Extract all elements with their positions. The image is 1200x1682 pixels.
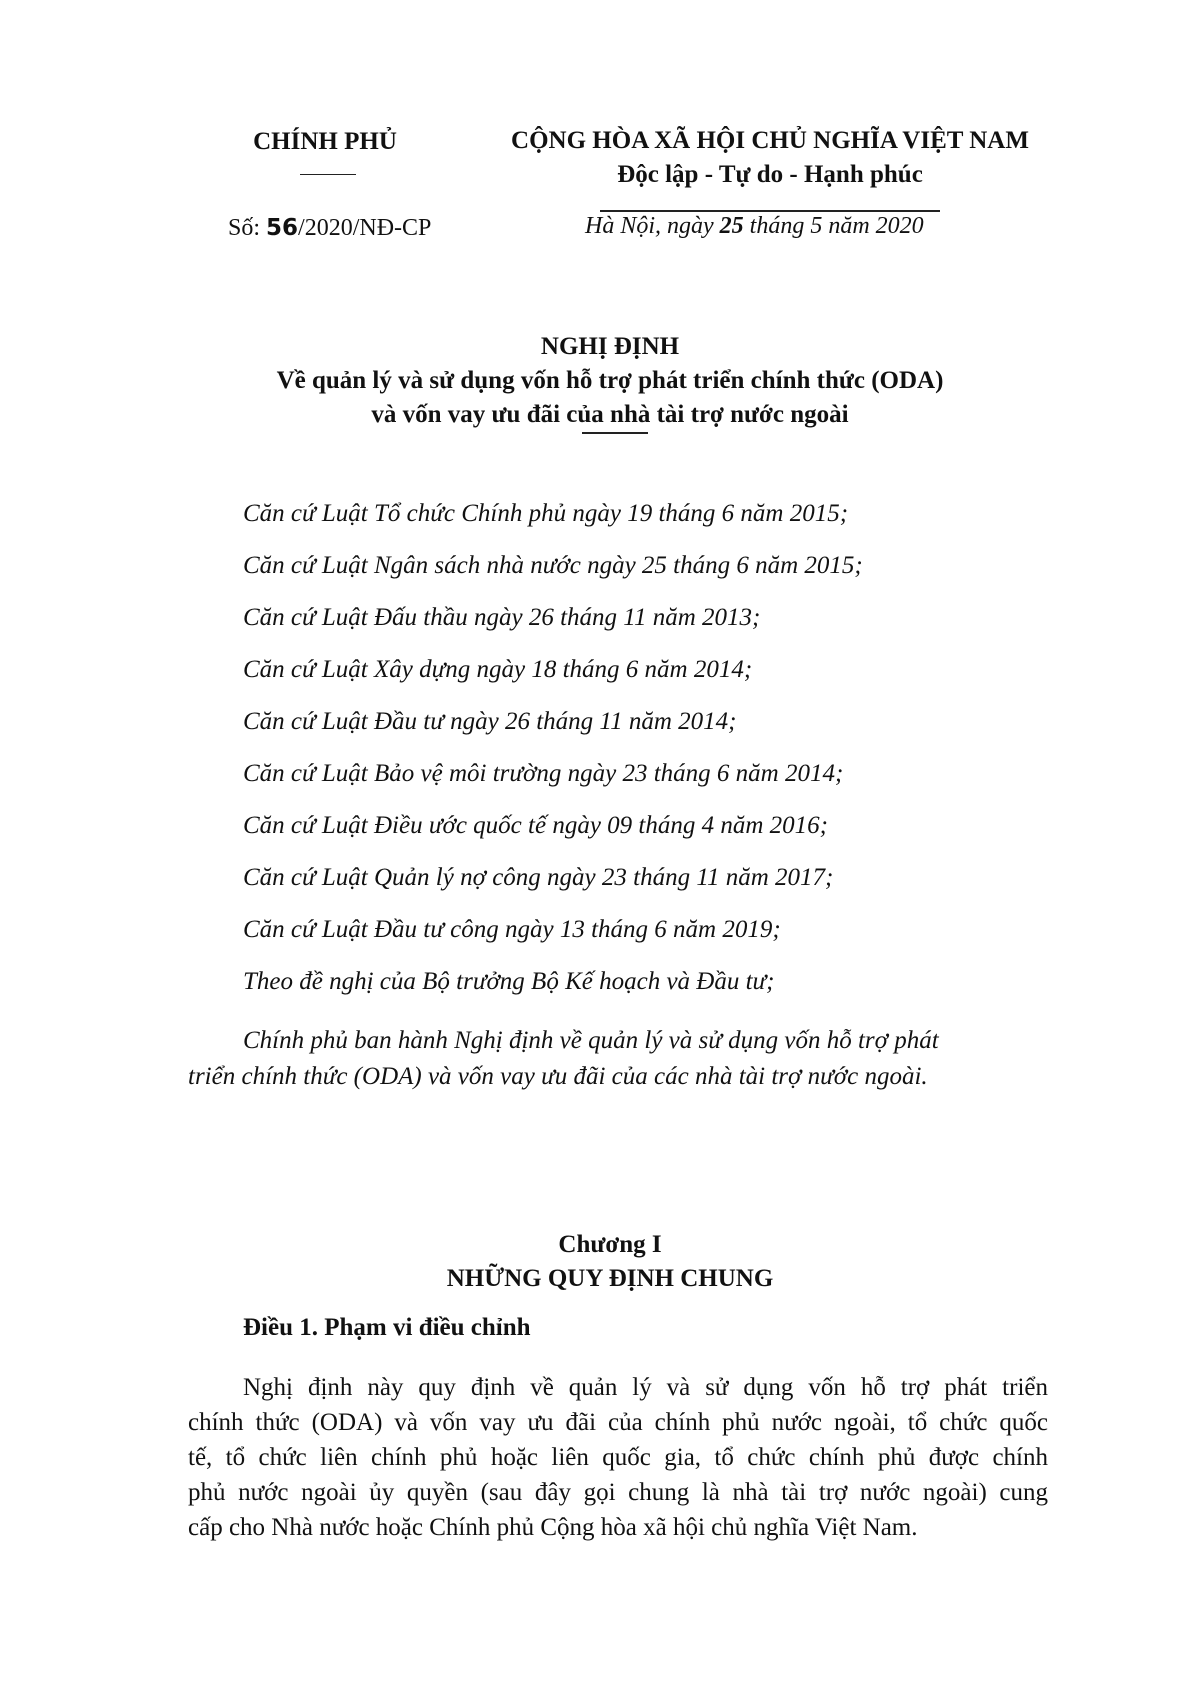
document-type: NGHỊ ĐỊNH: [540, 333, 680, 360]
chapter-number: Chương I: [558, 1231, 662, 1258]
decree-line-2: triển chính thức (ODA) và vốn vay ưu đãi của các nhà tài trợ nước ngoài.: [188, 1063, 928, 1090]
date-suffix: tháng 5 năm 2020: [743, 213, 924, 239]
date-day: 25: [719, 213, 744, 239]
document-number: [228, 215, 431, 242]
legal-basis-item: Căn cứ Luật Tổ chức Chính phủ ngày 19 tháng 6 năm 2015;: [243, 500, 849, 527]
article-heading: Điều 1. Phạm vi điều chỉnh: [243, 1314, 531, 1341]
legal-basis-item: Căn cứ Luật Đầu tư ngày 26 tháng 11 năm 2014;: [243, 708, 737, 735]
article-line: Nghị định này quy định về quản lý và sử dụng vốn hỗ trợ phát triển: [243, 1374, 1048, 1401]
national-motto: Độc lập - Tự do - Hạnh phúc: [617, 161, 923, 188]
legal-basis-item: Căn cứ Luật Điều ước quốc tế ngày 09 tháng 4 năm 2016;: [243, 812, 828, 839]
legal-basis-item: Căn cứ Luật Đầu tư công ngày 13 tháng 6 năm 2019;: [243, 916, 781, 943]
legal-basis-item: Căn cứ Luật Quản lý nợ công ngày 23 tháng 11 năm 2017;: [243, 864, 834, 891]
number-prefix: Số:: [228, 215, 267, 241]
legal-basis-item: Căn cứ Luật Bảo vệ môi trường ngày 23 tháng 6 năm 2014;: [243, 760, 844, 787]
proposal-basis: Theo đề nghị của Bộ trưởng Bộ Kế hoạch và Đầu tư;: [243, 968, 775, 995]
article-line: chính thức (ODA) và vốn vay ưu đãi của chính phủ nước ngoài, tổ chức quốc: [188, 1409, 1048, 1436]
issuing-agency: CHÍNH PHỦ: [253, 128, 397, 155]
national-header: [490, 124, 1050, 192]
title-line-1: Về quản lý và sử dụng vốn hỗ trợ phát triển chính thức (ODA): [276, 367, 944, 394]
issue-date: [585, 213, 924, 240]
legal-basis-item: Căn cứ Luật Ngân sách nhà nước ngày 25 tháng 6 năm 2015;: [243, 552, 863, 579]
article-body: [188, 1370, 1048, 1545]
chapter-name: NHỮNG QUY ĐỊNH CHUNG: [446, 1265, 774, 1292]
decree-line-1: Chính phủ ban hành Nghị định về quản lý và sử dụng vốn hỗ trợ phát: [243, 1027, 939, 1054]
legal-basis-item: Căn cứ Luật Đấu thầu ngày 26 tháng 11 năm 2013;: [243, 604, 761, 631]
country-name: CỘNG HÒA XÃ HỘI CHỦ NGHĨA VIỆT NAM: [511, 127, 1029, 154]
article-line: tế, tổ chức liên chính phủ hoặc liên quốc gia, tổ chức chính phủ được chính: [188, 1444, 1048, 1471]
number-value: 56: [266, 215, 299, 241]
document-title: [190, 330, 1030, 432]
title-line-2: và vốn vay ưu đãi của nhà tài trợ nước ngoài: [371, 401, 849, 428]
article-line: cấp cho Nhà nước hoặc Chính phủ Cộng hòa xã hội chủ nghĩa Việt Nam.: [188, 1514, 918, 1541]
agency-underline: [300, 174, 356, 175]
decree-statement: [188, 1023, 1043, 1095]
legal-basis-item: Căn cứ Luật Xây dựng ngày 18 tháng 6 năm 2014;: [243, 656, 753, 683]
motto-underline: [600, 210, 940, 212]
article-line: phủ nước ngoài ủy quyền (sau đây gọi chung là nhà tài trợ nước ngoài) cung: [188, 1479, 1048, 1506]
chapter-heading: [190, 1228, 1030, 1296]
date-prefix: Hà Nội, ngày: [585, 213, 720, 239]
number-suffix: /2020/NĐ-CP: [298, 215, 432, 241]
title-underline: [582, 432, 648, 434]
